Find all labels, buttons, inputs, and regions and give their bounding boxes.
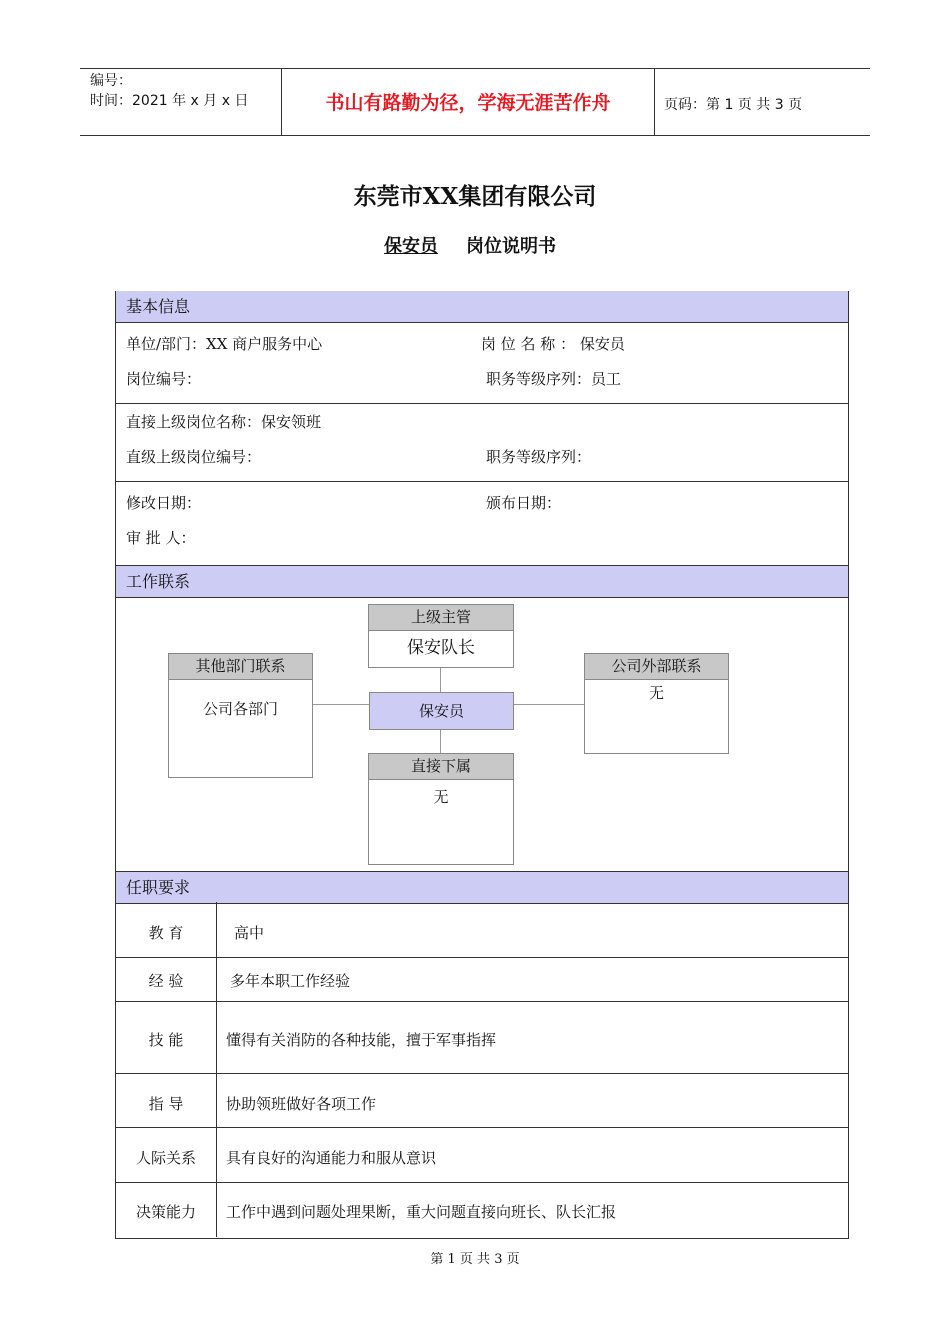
req-label-experience: 经 验 [148,972,184,990]
req-value-guidance: 协助领班做好各项工作 [226,1095,377,1113]
row-divider [116,403,848,404]
row-divider [116,1127,848,1128]
connector-line [440,667,441,692]
org-node-title: 公司外部联系 [585,654,728,680]
org-node-other-dept [168,653,313,778]
field-publish-date: 颁布日期： [486,494,562,512]
row-divider [116,957,848,958]
org-node-subordinate [368,753,514,865]
header-divider [654,68,655,135]
field-grade: 职务等级序列：员工 [486,370,622,388]
connector-line [312,704,369,705]
req-value-education: 高中 [234,924,265,942]
req-label-skills: 技 能 [148,1031,184,1049]
section-heading-text: 任职要求 [126,878,191,897]
header-motto: 书山有路勤为径，学海无涯苦作舟 [325,92,611,114]
req-value-skills: 懂得有关消防的各种技能，擅于军事指挥 [226,1031,497,1049]
org-node-center: 保安员 [369,692,514,730]
connector-line [440,729,441,754]
page-subtitle [356,232,556,258]
section-heading-text: 基本信息 [126,297,191,316]
page-footer: 第 1 页 共 3 页 [430,1252,520,1267]
section-basic-info-heading [116,291,848,323]
column-divider [216,902,217,1237]
field-job-name: 岗 位 名 称 ： 保安员 [481,335,625,353]
org-node-value: 公司各部门 [202,700,278,718]
req-value-decision: 工作中遇到问题处理果断，重大问题直接向班长、队长汇报 [226,1203,617,1221]
org-node-value: 保安队长 [407,638,475,658]
header-bottom-rule [80,135,870,136]
row-divider [116,1182,848,1183]
row-divider [116,481,848,482]
page-title: 东莞市XX集团有限公司 [353,183,597,210]
req-value-experience: 多年本职工作经验 [230,972,351,990]
org-node-title: 上级主管 [369,605,513,631]
field-superior-name: 直接上级岗位名称：保安领班 [126,413,322,431]
doc-code-label: 编号： [90,73,132,89]
org-node-value: 无 [648,684,664,702]
header-top-rule [80,68,870,69]
org-node-superior [368,604,514,668]
field-superior-code: 直级上级岗位编号： [126,448,262,466]
row-divider [116,1073,848,1074]
org-node-title: 其他部门联系 [169,654,312,680]
section-relations-heading [116,565,848,598]
field-unit: 单位/部门：XX 商户服务中心 [126,335,323,353]
field-approver: 审 批 人： [126,529,196,547]
section-requirements-heading [116,871,848,904]
row-divider [116,1001,848,1002]
section-heading-text: 工作联系 [126,572,191,591]
header-meta [90,71,248,111]
req-label-interpersonal: 人际关系 [135,1149,196,1167]
req-label-education: 教 育 [148,924,184,942]
field-superior-grade: 职务等级序列： [486,448,592,466]
req-label-guidance: 指 导 [148,1095,184,1113]
connector-line [513,704,584,705]
field-modify-date: 修改日期： [126,494,202,512]
req-value-interpersonal: 具有良好的沟通能力和服从意识 [226,1149,437,1167]
org-node-external [584,653,729,754]
field-job-code: 岗位编号： [126,370,202,388]
subtitle-suffix: 岗位说明书 [466,236,556,257]
header-page-info: 页码：第 1 页 共 3 页 [664,97,803,113]
doc-date: 时间：2021 年 x 月 x 日 [90,93,249,109]
subtitle-job: 保安员 [384,236,438,257]
org-node-title: 直接下属 [369,754,513,780]
req-label-decision: 决策能力 [135,1203,196,1221]
org-node-value: 无 [433,788,449,806]
